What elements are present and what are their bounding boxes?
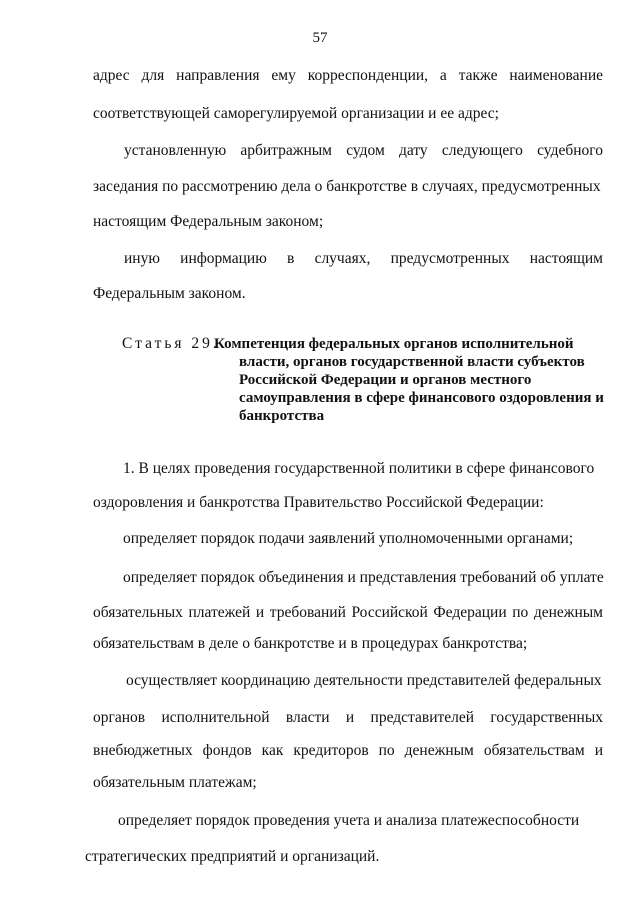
intro-line-2: соответствующей саморегулируемой организации и ее адрес; [93, 105, 499, 122]
body-line-6: обязательствам в деле о банкротстве и в процедурах банкротства; [93, 635, 528, 652]
intro-line-7: Федеральным законом. [93, 285, 246, 302]
article-title-line-5: банкротства [239, 408, 325, 424]
article-title-line-1: Компетенция федеральных органов исполнительной [214, 336, 574, 352]
body-line-12: стратегических предприятий и организаций. [85, 848, 380, 865]
article-number: Статья 29. [122, 335, 220, 352]
article-title-line-3: Российской Федерации и органов местного [239, 372, 532, 388]
intro-line-1: адрес для направления ему корреспонденции, а также наименование [93, 67, 603, 84]
article-title-line-4: самоуправления в сфере финансового оздоровления и [239, 390, 604, 406]
intro-line-5: настоящим Федеральным законом; [93, 213, 324, 230]
body-line-11: определяет порядок проведения учета и анализа платежеспособности [118, 812, 580, 829]
body-line-1: 1. В целях проведения государственной политики в сфере финансового [123, 460, 595, 477]
intro-line-4: заседания по рассмотрению дела о банкротстве в случаях, предусмотренных [93, 178, 601, 195]
body-line-9: внебюджетных фондов как кредиторов по денежным обязательствам и [93, 742, 603, 759]
intro-line-6: иную информацию в случаях, предусмотренных настоящим [124, 250, 603, 267]
body-line-2: оздоровления и банкротства Правительство Российской Федерации: [93, 494, 544, 511]
intro-line-3: установленную арбитражным судом дату следующего судебного [124, 142, 603, 159]
body-line-10: обязательным платежам; [93, 774, 257, 791]
page-number: 57 [312, 30, 328, 46]
body-line-8: органов исполнительной власти и представителей государственных [93, 709, 603, 726]
body-line-7: осуществляет координацию деятельности представителей федеральных [126, 672, 602, 689]
body-line-5: обязательных платежей и требований Российской Федерации по денежным [93, 604, 603, 621]
body-line-3: определяет порядок подачи заявлений уполномоченными органами; [123, 530, 574, 547]
body-line-4: определяет порядок объединения и представления требований об уплате [123, 569, 604, 586]
article-title-line-2: власти, органов государственной власти субъектов [239, 354, 585, 370]
